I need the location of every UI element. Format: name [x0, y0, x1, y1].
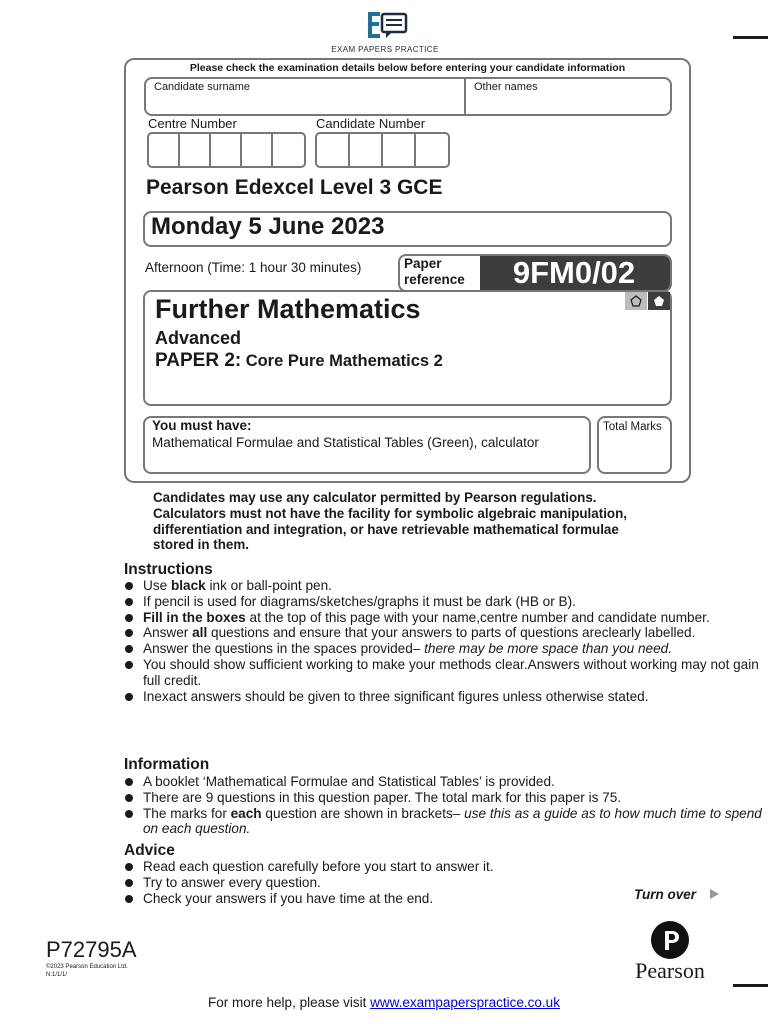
exam-date: Monday 5 June 2023: [151, 213, 385, 240]
exam-session: Afternoon (Time: 1 hour 30 minutes): [145, 260, 362, 275]
candidate-number-label: Candidate Number: [316, 116, 426, 131]
advice-heading: Advice: [124, 842, 175, 859]
other-names-field[interactable]: Other names: [474, 81, 538, 93]
copyright: ©2023 Pearson Education Ltd.: [46, 964, 128, 970]
pearson-p-icon: [650, 920, 690, 960]
paper-reference-label-line1: Paper: [404, 256, 442, 271]
calculator-notice-line: stored in them.: [153, 537, 249, 553]
paper-name: Core Pure Mathematics 2: [245, 352, 443, 370]
centre-number-label: Centre Number: [148, 116, 237, 131]
list-item: Read each question carefully before you start to answer it.: [124, 859, 494, 875]
total-marks-label: Total Marks: [603, 421, 662, 433]
pearson-wordmark: Pearson: [635, 958, 705, 983]
name-divider: [464, 77, 466, 116]
list-item: If pencil is used for diagrams/sketches/graphs it must be dark (HB or B).: [124, 594, 768, 610]
calculator-notice-line: Candidates may use any calculator permitted by Pearson regulations.: [153, 490, 597, 505]
turn-over-label: Turn over: [634, 887, 697, 902]
subject-title: Further Mathematics: [155, 294, 421, 324]
information-heading: Information: [124, 756, 210, 773]
version-code: N:1/1/1/: [46, 972, 68, 978]
list-item: Answer the questions in the spaces provided– there may be more space than you need.: [124, 641, 768, 657]
paper-title: [155, 350, 443, 372]
list-item: Use black ink or ball-point pen.: [124, 578, 768, 594]
calculator-notice-line: Calculators must not have the facility for symbolic algebraic manipulation,: [153, 505, 627, 521]
play-arrow-icon: [710, 889, 719, 899]
list-item: There are 9 questions in this question paper. The total mark for this paper is 75.: [124, 790, 768, 806]
paper-reference-label-line2: reference: [404, 272, 465, 287]
pentagon-filled-icon: [648, 292, 670, 310]
centre-number-field[interactable]: [147, 132, 306, 168]
paper-prefix: PAPER 2:: [155, 350, 242, 371]
calculator-notice: [153, 490, 627, 553]
candidate-number-field[interactable]: [315, 132, 450, 168]
must-have-items: Mathematical Formulae and Statistical Tables (Green), calculator: [152, 435, 539, 450]
list-item: Answer all questions and ensure that your answers to parts of questions areclearly labelled.: [124, 625, 768, 641]
list-item: Check your answers if you have time at the end.: [124, 891, 494, 907]
instructions-heading: Instructions: [124, 561, 213, 578]
details-notice: Please check the examination details below before entering your candidate information: [189, 62, 626, 74]
margin-mark-top: [733, 36, 768, 39]
list-item: The marks for each question are shown in brackets– use this as a guide as to how much time to spend on each question.: [124, 806, 768, 838]
help-footer: [0, 995, 768, 1010]
list-item: You should show sufficient working to make your methods clear.Answers without working may not gain full credit.: [124, 657, 768, 689]
calculator-notice-line: differentiation and integration, or have retrievable mathematical formulae: [153, 521, 619, 537]
candidate-surname-field[interactable]: Candidate surname: [154, 81, 251, 93]
pentagon-outline-icon: [625, 292, 647, 310]
must-have-heading: You must have:: [152, 418, 252, 433]
list-item: Inexact answers should be given to three significant figures unless otherwise stated.: [124, 689, 768, 705]
instructions-list: [124, 578, 768, 704]
exam-board: Pearson Edexcel Level 3 GCE: [146, 176, 443, 199]
paper-reference-code: 9FM0/02: [512, 255, 636, 290]
pearson-logo: [620, 920, 720, 984]
list-item: Fill in the boxes at the top of this page with your name,centre number and candidate number.: [124, 610, 768, 626]
help-link[interactable]: www.exampaperspractice.co.uk: [370, 995, 560, 1010]
list-item: Try to answer every question.: [124, 875, 494, 891]
paper-reference-label: [404, 256, 465, 288]
brand-logo: [320, 8, 450, 58]
advice-list: [124, 859, 494, 906]
brand-logo-icon: [320, 8, 450, 48]
list-item: A booklet ‘Mathematical Formulae and Statistical Tables’ is provided.: [124, 774, 768, 790]
information-list: [124, 774, 768, 837]
brand-logo-text: EXAM PAPERS PRACTICE: [331, 45, 439, 54]
margin-mark-bottom: [733, 984, 768, 987]
subject-level: Advanced: [155, 328, 242, 348]
tier-indicator: [625, 292, 670, 310]
paper-code: P72795A: [46, 937, 137, 962]
turn-over[interactable]: [634, 887, 719, 902]
help-text: For more help, please visit: [208, 995, 371, 1010]
